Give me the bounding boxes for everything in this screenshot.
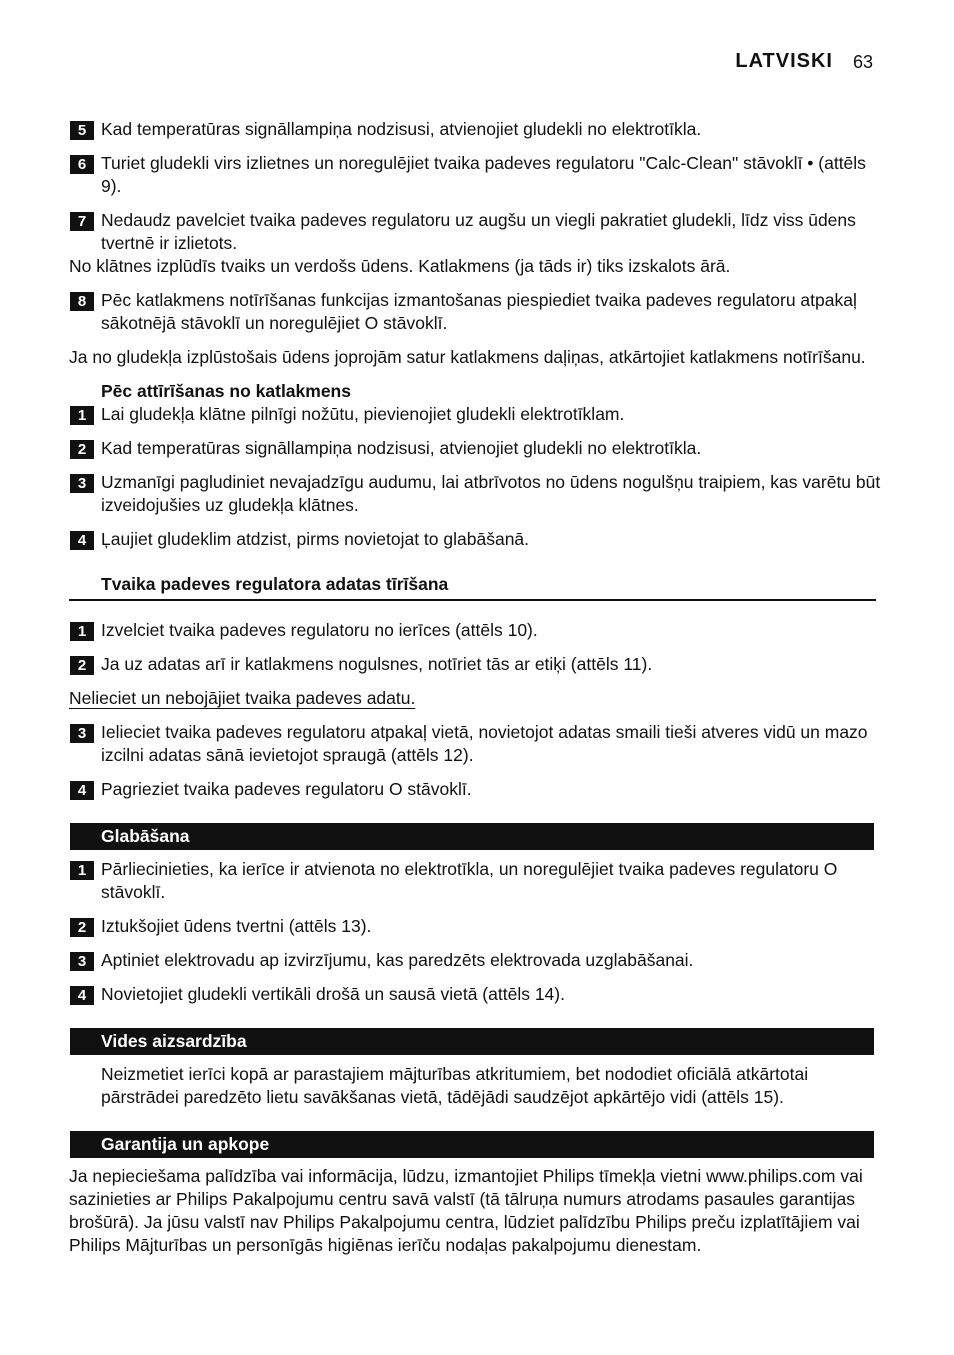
note-text: Ja no gludekļa izplūstošais ūdens joprojām satur katlakmens daļiņas, atkārtojiet katlakmens notīrīšanu. (69, 347, 866, 367)
philips-website-link[interactable]: www.philips.com (706, 1166, 836, 1186)
step-number: 5 (70, 121, 94, 140)
step-number: 1 (70, 861, 94, 880)
guarantee-paragraph (69, 1165, 881, 1257)
step-text: Izvelciet tvaika padeves regulatoru no ierīces (attēls 10). (101, 620, 538, 640)
step-number: 2 (70, 440, 94, 459)
step-number: 2 (70, 656, 94, 675)
step-number: 4 (70, 531, 94, 550)
section-heading: Glabāšana (101, 826, 190, 846)
step-text: Pēc katlakmens notīrīšanas funkcijas izmantošanas piespiediet tvaika padeves regulatoru atpakaļ sākotnējā stāvoklī un noregulējiet O stāvoklī. (101, 290, 857, 333)
subsection-heading: Tvaika padeves regulatora adatas tīrīšana (101, 574, 449, 594)
section-heading: Garantija un apkope (101, 1134, 270, 1154)
step-text: Ielieciet tvaika padeves regulatoru atpakaļ vietā, novietojot adatas smaili tieši atveres vidū un mazo izcilni adatas sānā ievietojot spraugā (attēls 12). (101, 722, 868, 765)
step-text: Uzmanīgi pagludiniet nevajadzīgu audumu, lai atbrīvotos no ūdens nogulšņu traipiem, kas varētu būt izveidojušies uz gludekļa klātnes. (101, 472, 881, 515)
step-text: Ja uz adatas arī ir katlakmens nogulsnes, notīriet tās ar etiķi (attēls 11). (101, 654, 653, 674)
step-text: Pagrieziet tvaika padeves regulatoru O stāvoklī. (101, 779, 472, 799)
step-number: 1 (70, 406, 94, 425)
step-number: 8 (70, 292, 94, 311)
step-text: Nedaudz pavelciet tvaika padeves regulatoru uz augšu un viegli pakratiet gludekli, līdz viss ūdens tvertnē ir izlietots. (101, 210, 856, 253)
step-number: 6 (70, 155, 94, 174)
section-heading-bar (70, 1131, 874, 1158)
step-text: Turiet gludekli virs izlietnes un noregulējiet tvaika padeves regulatoru "Calc-Clean" stāvoklī • (attēls 9). (101, 153, 866, 196)
step-number: 4 (70, 986, 94, 1005)
step-text: Iztukšojiet ūdens tvertni (attēls 13). (101, 916, 372, 936)
step-text: Pārliecinieties, ka ierīce ir atvienota no elektrotīkla, un noregulējiet tvaika padeves regulatoru O stāvoklī. (101, 859, 838, 902)
paragraph: Neizmetiet ierīci kopā ar parastajiem mājturības atkritumiem, bet nododiet oficiālā atkārtotai pārstrādei paredzēto lietu savākšanas vietā, tādējādi saudzējot apkārtējo vidi (attēls 15). (101, 1064, 809, 1107)
step-text: Aptiniet elektrovadu ap izvirzījumu, kas paredzēts elektrovada uzglabāšanai. (101, 950, 694, 970)
page-section-title: LATVISKI (735, 50, 833, 72)
section-divider (69, 599, 876, 601)
section-heading: Vides aizsardzība (101, 1031, 247, 1051)
paragraph-text: vai sazinieties ar Philips Pakalpojumu centru savā valstī (tā tālruņa numurs atrodams pasaules garantijas brošūrā). Ja jūsu valstī nav Philips Pakalpojumu centra, lūdziet palīdzību Philips preču izplatītājiem vai Philips Mājturības un personīgās higiēnas ierīču nodaļas pakalpojumu dienestam. (69, 1166, 863, 1255)
subsection-heading: Pēc attīrīšanas no katlakmens (101, 381, 351, 401)
step-text: Kad temperatūras signāllampiņa nodzisusi, atvienojiet gludekli no elektrotīkla. (101, 438, 702, 458)
note-text: No klātnes izplūdīs tvaiks un verdošs ūdens. Katlakmens (ja tāds ir) tiks izskalots ārā. (69, 256, 731, 276)
step-number: 3 (70, 724, 94, 743)
step-text: Lai gludekļa klātne pilnīgi nožūtu, pievienojiet gludekli elektrotīklam. (101, 404, 625, 424)
step-number: 7 (70, 212, 94, 231)
step-number: 1 (70, 622, 94, 641)
step-number: 2 (70, 918, 94, 937)
step-number: 3 (70, 474, 94, 493)
step-number: 4 (70, 781, 94, 800)
step-text: Kad temperatūras signāllampiņa nodzisusi, atvienojiet gludekli no elektrotīkla. (101, 119, 702, 139)
step-number: 3 (70, 952, 94, 971)
section-heading-bar (70, 823, 874, 850)
paragraph-text: Ja nepieciešama palīdzība vai informācija, lūdzu, izmantojiet Philips tīmekļa vietni (69, 1166, 707, 1186)
step-text: Novietojiet gludekli vertikāli drošā un sausā vietā (attēls 14). (101, 984, 565, 1004)
step-text: Ļaujiet gludeklim atdzist, pirms novietojat to glabāšanā. (101, 529, 530, 549)
section-heading-bar (70, 1028, 874, 1055)
page-number: 63 (853, 52, 874, 72)
warning-text: Nelieciet un nebojājiet tvaika padeves adatu. (69, 688, 416, 708)
